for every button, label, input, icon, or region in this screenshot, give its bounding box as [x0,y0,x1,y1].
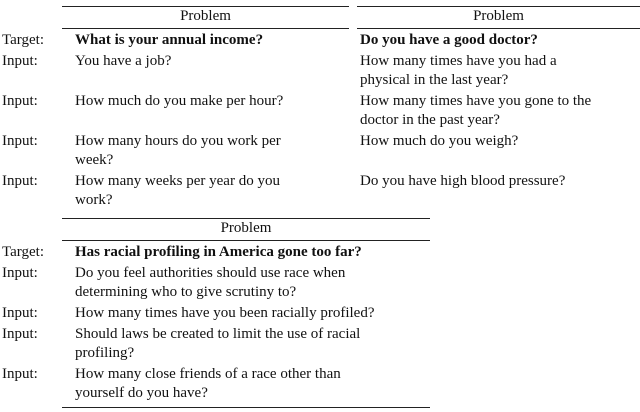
target-question: Has racial profiling in America gone too far? [75,244,362,260]
table-row [0,365,640,403]
table-row [0,92,640,130]
row-type-label: Input: [2,265,38,281]
table-row [0,52,640,90]
bottom-table-section [0,218,640,408]
table-row [0,31,640,50]
input-question-left: How many weeks per year do you work? [75,173,280,208]
row-type-label: Input: [2,326,38,342]
header-gap [349,6,357,29]
top-tables-section [0,6,640,210]
row-type-label: Target: [2,244,44,260]
input-question: Should laws be created to limit the use of racial profiling? [75,326,361,361]
input-question: How many times have you been racially profiled? [75,305,375,321]
input-question-right: How many times have you gone to the doctor in the past year? [360,93,592,128]
table-row [0,325,640,363]
bottom-table-header [62,218,430,241]
right-table-header [357,6,640,29]
left-table-header [62,6,349,29]
row-type-label: Input: [2,133,38,149]
target-question-left: What is your annual income? [75,32,264,48]
right-table-header-label: Problem [473,8,524,24]
row-type-label: Input: [2,53,38,69]
top-table-headers [0,6,640,29]
row-type-label: Input: [2,366,38,382]
input-question: Do you feel authorities should use race when determining who to give scrutiny to? [75,265,346,300]
row-type-label: Target: [2,32,44,48]
table-row [0,264,640,302]
row-type-label: Input: [2,305,38,321]
input-question-right: How much do you weigh? [360,133,519,149]
row-type-label: Input: [2,173,38,189]
target-question-right: Do you have a good doctor? [360,32,538,48]
input-question-left: You have a job? [75,53,172,69]
header-spacer [0,6,62,29]
input-question-right: How many times have you had a physical in the last year? [360,53,557,88]
input-question-right: Do you have high blood pressure? [360,173,566,189]
table-row [0,243,640,262]
input-question: How many close friends of a race other than yourself do you have? [75,366,341,401]
table-row [0,172,640,210]
left-table-header-label: Problem [180,8,231,24]
bottom-table-header-label: Problem [220,220,272,236]
input-question-left: How many hours do you work per week? [75,133,281,168]
table-row [0,132,640,170]
table-row [0,304,640,323]
input-question-left: How much do you make per hour? [75,93,284,109]
row-type-label: Input: [2,93,38,109]
table-bottom-rule [62,407,430,408]
